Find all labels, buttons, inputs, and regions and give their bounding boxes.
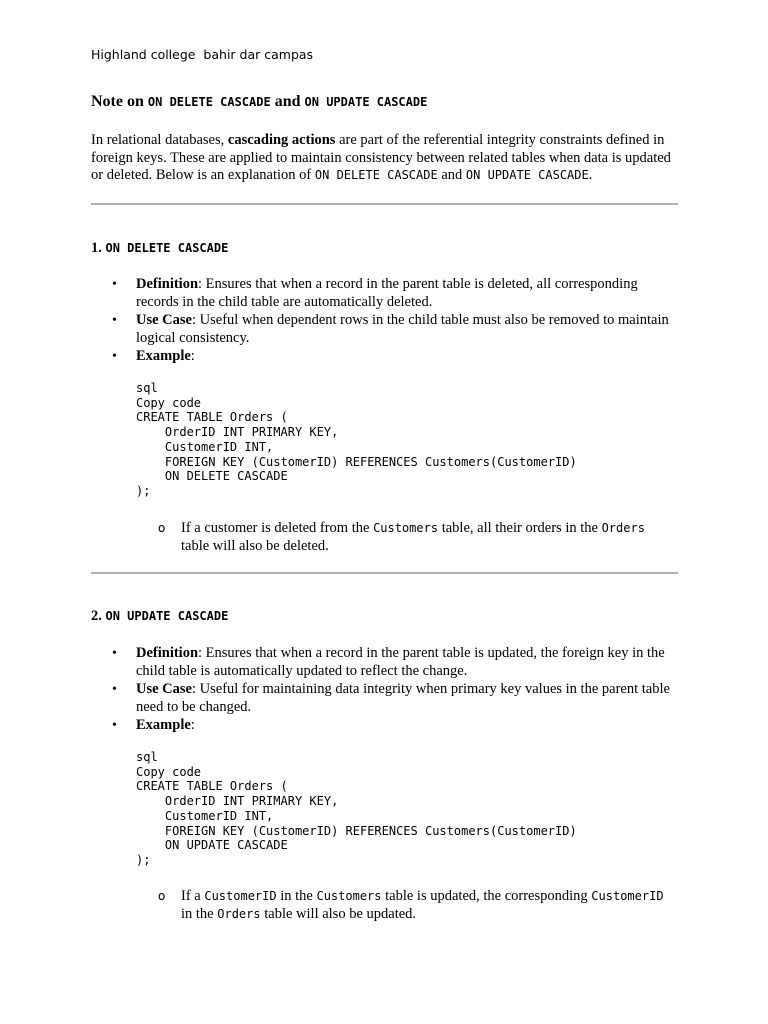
page-header: Highland college bahir dar campas [91, 47, 314, 62]
intro-bold: cascading actions [227, 132, 336, 148]
note-code: CustomerID [204, 889, 277, 903]
intro-paragraph [91, 132, 681, 185]
note-code: Orders [217, 907, 261, 921]
section-number: 2. [91, 608, 106, 624]
note-code: CustomerID [591, 889, 664, 903]
intro-text-3: and [437, 167, 466, 184]
intro-text-4: . [588, 167, 593, 184]
title-prefix: Note on [91, 93, 148, 110]
title-code-delete: ON DELETE CASCADE [147, 95, 271, 109]
list-item-usecase [91, 312, 681, 348]
definition-label: Definition [136, 645, 199, 661]
definition-text: : Ensures that when a record in the parent table is deleted, all corresponding records in the child table are automatically deleted. [136, 276, 638, 310]
bullet-icon: • [112, 312, 117, 328]
list-item-example [91, 348, 681, 366]
section-heading-delete [91, 240, 228, 257]
sub-note-text [136, 519, 676, 555]
horizontal-divider [91, 572, 678, 574]
usecase-label: Use Case [136, 680, 192, 697]
bullet-icon: • [112, 646, 117, 661]
example-label: Example [136, 716, 191, 733]
section-heading-code: ON DELETE CASCADE [105, 241, 229, 255]
note-text: If a [181, 888, 205, 904]
usecase-text: : Useful when dependent rows in the child table must also be removed to maintain logical consistency. [136, 311, 669, 346]
section2-bullet-list [91, 645, 681, 735]
note-text: table will also be updated. [260, 906, 417, 922]
bullet-icon: • [112, 681, 117, 697]
note-code: Customers [316, 889, 382, 903]
usecase-label: Use Case [136, 311, 192, 328]
intro-text-1: In relational databases, [91, 132, 228, 148]
note-code: Orders [601, 521, 645, 535]
list-item-usecase [91, 681, 681, 717]
definition-text: : Ensures that when a record in the parent table is updated, the foreign key in the child table is automatically updated to reflect the change. [136, 645, 665, 679]
note-text: in the [276, 888, 317, 904]
note-code: Customers [373, 521, 439, 535]
note-text: table is updated, the corresponding [381, 888, 592, 904]
code-block-delete: sql Copy code CREATE TABLE Orders ( OrderID INT PRIMARY KEY, CustomerID INT, FOREIGN KEY (CustomerID) REFERENCES Customers(CustomerID) ON DELETE CASCADE ); [136, 381, 577, 498]
note-text: table will also be deleted. [181, 538, 329, 554]
section-heading-code: ON UPDATE CASCADE [105, 609, 229, 623]
list-item-definition [91, 645, 681, 681]
note-text: table, all their orders in the [438, 520, 602, 536]
sub-note-delete [136, 519, 676, 555]
horizontal-divider [91, 203, 678, 205]
document-title [91, 93, 427, 111]
example-colon: : [190, 716, 195, 733]
bullet-icon: • [112, 348, 117, 364]
definition-label: Definition [136, 276, 199, 292]
note-text: in the [181, 906, 218, 922]
bullet-icon: • [112, 717, 117, 733]
intro-text-2: are part of the referential integrity constraints defined in foreign keys. These are applied to maintain consistency between related tables when data is updated or deleted. Below is an explanation of [91, 132, 671, 184]
code-block-update: sql Copy code CREATE TABLE Orders ( OrderID INT PRIMARY KEY, CustomerID INT, FOREIGN KEY (CustomerID) REFERENCES Customers(CustomerID) ON UPDATE CASCADE ); [136, 750, 577, 867]
circle-bullet-icon: o [158, 889, 166, 903]
list-item-example [91, 717, 681, 735]
list-item-definition [91, 276, 681, 312]
intro-code-update: ON UPDATE CASCADE [465, 168, 589, 183]
title-middle: and [270, 93, 305, 110]
title-code-update: ON UPDATE CASCADE [304, 95, 428, 109]
note-text: If a customer is deleted from the [181, 520, 374, 536]
sub-note-text [136, 887, 676, 923]
example-label: Example [136, 347, 191, 364]
intro-code-delete: ON DELETE CASCADE [314, 168, 438, 183]
section-number: 1. [91, 240, 106, 256]
section1-bullet-list [91, 276, 681, 366]
section-heading-update [91, 608, 228, 625]
sub-note-update [136, 887, 676, 923]
bullet-icon: • [112, 277, 117, 292]
usecase-text: : Useful for maintaining data integrity when primary key values in the parent table need to be changed. [136, 680, 670, 715]
example-colon: : [190, 347, 195, 364]
circle-bullet-icon: o [158, 521, 166, 535]
